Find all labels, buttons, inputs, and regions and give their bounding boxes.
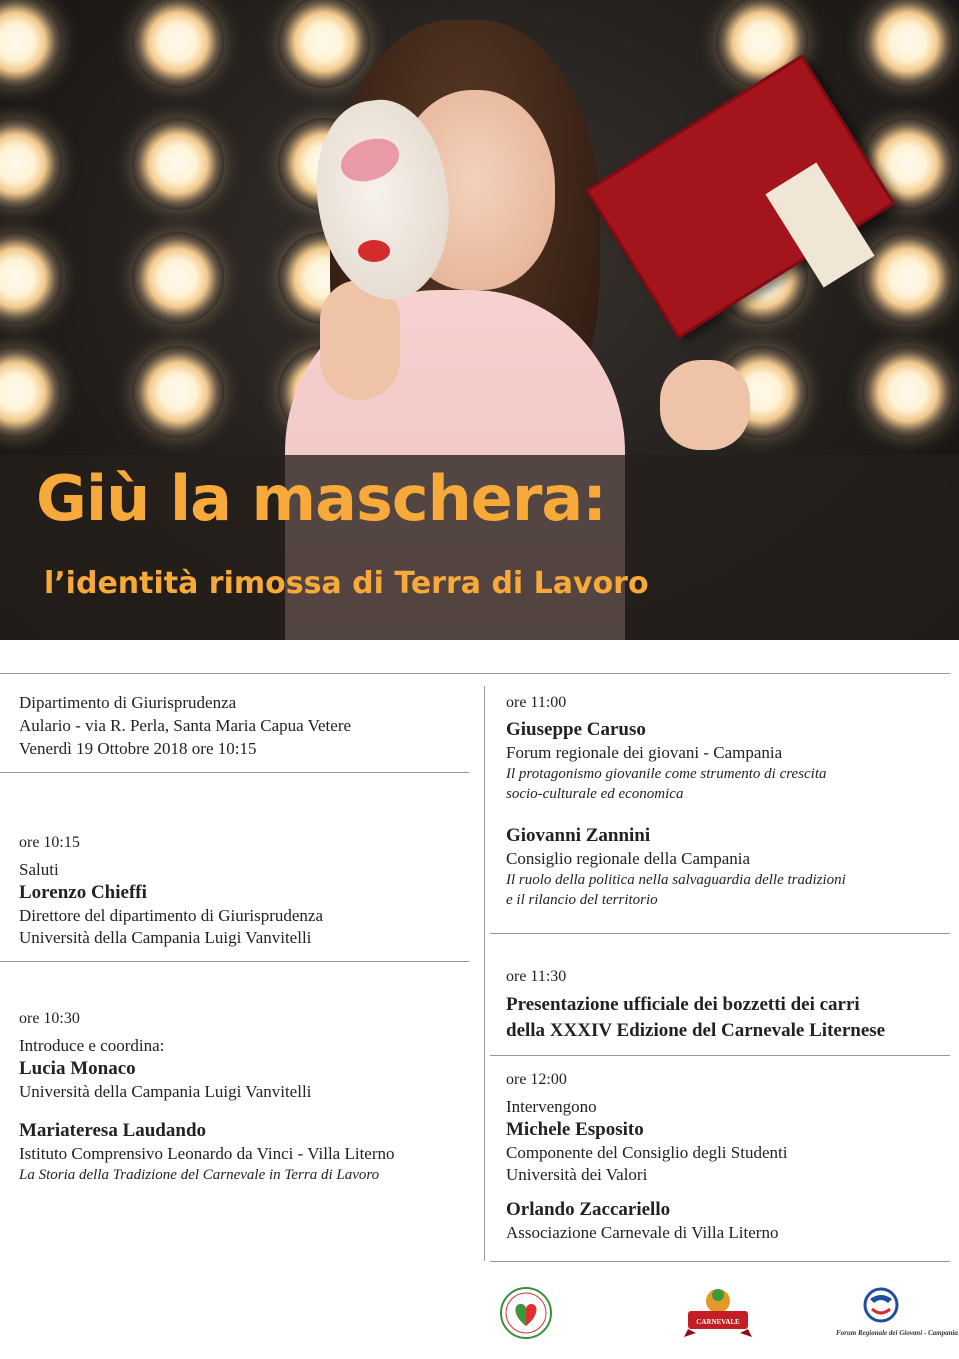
light-bulb — [132, 232, 224, 324]
session-time: ore 10:30 — [19, 1010, 80, 1027]
presentation-heading: Presentazione ufficiale dei bozzetti dei carri — [506, 994, 860, 1015]
light-bulb — [0, 118, 62, 210]
session-1130 — [506, 966, 885, 1044]
session-role: Intervengono — [506, 1097, 597, 1116]
speaker-name-2: Giovanni Zannini — [506, 825, 651, 846]
speaker-affiliation-2: Associazione Carnevale di Villa Literno — [506, 1223, 779, 1242]
talk-topic: Il protagonismo giovanile come strumento di crescita — [506, 766, 827, 782]
rule-right-1 — [490, 933, 950, 934]
speaker-affiliation-2: Istituto Comprensivo Leonardo da Vinci - Villa Literno — [19, 1144, 395, 1163]
talk-topic: La Storia della Tradizione del Carnevale in Terra di Lavoro — [19, 1167, 380, 1183]
forum-giovani-logo — [836, 1287, 958, 1337]
mask-lips — [358, 240, 390, 262]
carnevale-logo — [684, 1285, 752, 1346]
speaker-affiliation-2: Università della Campania Luigi Vanvitelli — [19, 928, 312, 947]
talk-topic-2-cont: e il rilancio del territorio — [506, 892, 658, 908]
speaker-affiliation: Forum regionale dei giovani - Campania — [506, 743, 783, 762]
session-1030 — [19, 1008, 395, 1185]
session-time: ore 11:30 — [506, 968, 567, 985]
light-bulb — [0, 0, 62, 88]
session-1015 — [19, 832, 323, 949]
venue-date: Venerdì 19 Ottobre 2018 ore 10:15 — [19, 739, 257, 758]
session-time: ore 10:15 — [19, 834, 80, 851]
speaker-name: Michele Esposito — [506, 1119, 644, 1140]
session-time: ore 11:00 — [506, 694, 567, 711]
speaker-name-2: Mariateresa Laudando — [19, 1120, 207, 1141]
speaker-name: Lucia Monaco — [19, 1058, 136, 1079]
light-bulb — [862, 232, 954, 324]
speaker-affiliation: Componente del Consiglio degli Studenti — [506, 1143, 788, 1162]
presentation-heading-2: della XXXIV Edizione del Carnevale Liternese — [506, 1020, 886, 1041]
rule-right-2 — [490, 1055, 950, 1056]
speaker-affiliation: Università della Campania Luigi Vanvitelli — [19, 1082, 312, 1101]
svg-text:CARNEVALE: CARNEVALE — [696, 1318, 740, 1326]
speaker-name-2: Orlando Zaccariello — [506, 1199, 671, 1220]
rule-left-2 — [0, 961, 469, 962]
light-bulb — [132, 0, 224, 88]
speaker-affiliation-cont: Università dei Valori — [506, 1165, 648, 1184]
speaker-name: Giuseppe Caruso — [506, 719, 646, 740]
rule-left-1 — [0, 772, 469, 773]
speaker-affiliation: Direttore del dipartimento di Giurisprudenza — [19, 906, 324, 925]
session-1100 — [506, 692, 846, 910]
venue-block — [19, 692, 351, 760]
light-bulb — [862, 0, 954, 88]
poster-subtitle: l’identità rimossa di Terra di Lavoro — [44, 566, 649, 601]
light-bulb — [132, 346, 224, 438]
light-bulb — [0, 346, 62, 438]
light-bulb — [278, 0, 370, 88]
session-role: Introduce e coordina: — [19, 1036, 165, 1055]
venue-address: Aulario - via R. Perla, Santa Maria Capua Vetere — [19, 716, 352, 735]
light-bulb — [0, 232, 62, 324]
speaker-affiliation-2: Consiglio regionale della Campania — [506, 849, 751, 868]
session-time: ore 12:00 — [506, 1071, 567, 1088]
speaker-name: Lorenzo Chieffi — [19, 882, 147, 903]
poster-title: Giù la maschera: — [36, 462, 607, 535]
column-divider — [484, 686, 485, 1261]
session-1200 — [506, 1069, 787, 1244]
rule-bottom — [490, 1261, 950, 1262]
top-rule — [0, 673, 950, 674]
hero-photo — [0, 0, 959, 640]
light-bulb — [132, 118, 224, 210]
heart-logo — [499, 1286, 553, 1345]
talk-topic-cont: socio-culturale ed economica — [506, 786, 684, 802]
light-bulb — [862, 346, 954, 438]
girl-right-hand — [660, 360, 750, 450]
venue-department: Dipartimento di Giurisprudenza — [19, 693, 237, 712]
forum-caption: Forum Regionale dei Giovani - Campania — [836, 1329, 958, 1337]
talk-topic-2: Il ruolo della politica nella salvaguardia delle tradizioni — [506, 872, 846, 888]
session-role: Saluti — [19, 860, 59, 879]
